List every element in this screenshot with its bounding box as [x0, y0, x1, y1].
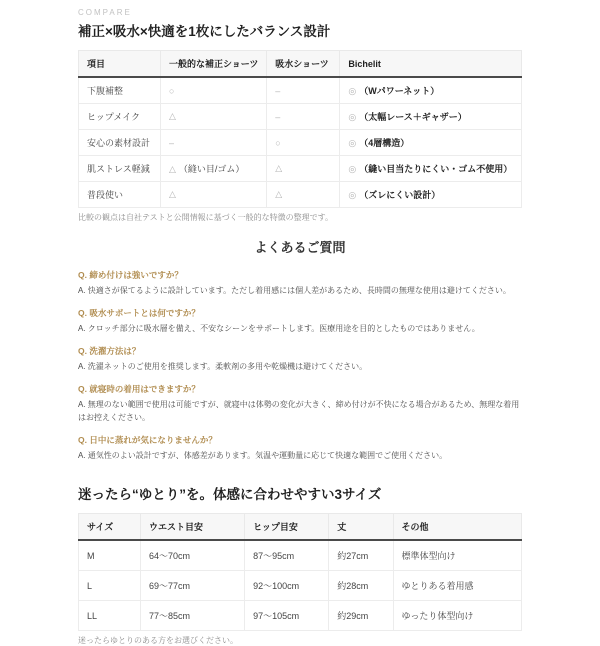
faq-item — [78, 434, 522, 462]
compare-item-label: 下腹補整 — [79, 77, 161, 104]
rating-triangle-icon: △ — [275, 163, 283, 173]
faq-answer: A. 無理のない範囲で使用は可能ですが、就寝中は体勢の変化が大きく、締め付けが不快になる場合があるため、無理な着用はお控えください。 — [78, 400, 520, 422]
faq-section — [78, 239, 522, 462]
compare-table-note: 比較の観点は自社テストと公開情報に基づく一般的な特徴の整理です。 — [78, 213, 334, 222]
rating-double-circle-icon: ◎ — [348, 112, 357, 122]
compare-section — [78, 8, 522, 223]
faq-item — [78, 383, 522, 424]
faq-item — [78, 269, 522, 297]
brand-feature-note: （縫い目当たりにくい・ゴム不使用） — [359, 164, 513, 174]
size-hip: 87〜95cm — [245, 540, 329, 571]
faq-question: Q. 就寝時の着用はできますか？ — [78, 384, 200, 394]
compare-item-label: ヒップメイク — [79, 104, 161, 130]
size-waist: 64〜70cm — [141, 540, 245, 571]
table-row — [79, 156, 522, 182]
compare-header-general: 一般的な補正ショーツ — [160, 51, 266, 78]
brand-feature-note: （4層構造） — [359, 138, 410, 148]
size-length: 約28cm — [329, 571, 393, 601]
size-waist: 69〜77cm — [141, 571, 245, 601]
table-row — [79, 601, 522, 631]
size-section — [78, 486, 522, 646]
rating-dash-icon: – — [275, 111, 281, 122]
faq-question: Q. 締め付けは強いですか？ — [78, 270, 183, 280]
compare-item-label: 肌ストレス軽減 — [79, 156, 161, 182]
size-header-row — [79, 514, 522, 541]
size-header-waist: ウエスト目安 — [141, 514, 245, 541]
size-other: ゆとりある着用感 — [393, 571, 522, 601]
faq-answer: A. クロッチ部分に吸水層を備え、不安なシーンをサポートします。医療用途を目的としたものではありません。 — [78, 324, 480, 333]
rating-triangle-icon: △ — [275, 189, 283, 199]
table-row — [79, 77, 522, 104]
brand-feature-note: （ズレにくい設計） — [359, 190, 441, 200]
size-header-length: 丈 — [329, 514, 393, 541]
compare-item-label: 普段使い — [79, 182, 161, 208]
faq-title: よくあるご質問 — [254, 240, 346, 255]
rating-double-circle-icon: ◎ — [348, 86, 357, 96]
size-header-size: サイズ — [79, 514, 141, 541]
size-hip: 92〜100cm — [245, 571, 329, 601]
compare-table — [78, 50, 522, 208]
rating-circle-icon: ○ — [168, 85, 175, 96]
size-table — [78, 513, 522, 631]
size-header-other: その他 — [393, 514, 522, 541]
size-hip: 97〜105cm — [245, 601, 329, 631]
faq-answer: A. 通気性のよい設計ですが、体感差があります。気温や運動量に応じて快適な範囲でご使用ください。 — [78, 451, 448, 460]
compare-header-absorbent: 吸水ショーツ — [267, 51, 340, 78]
faq-question: Q. 日中に蒸れが気になりませんか？ — [78, 435, 217, 445]
rating-double-circle-icon: ◎ — [348, 164, 357, 174]
size-waist: 77〜85cm — [141, 601, 245, 631]
compare-item-label: 安心の素材設計 — [79, 130, 161, 156]
compare-header-item: 項目 — [79, 51, 161, 78]
rating-dash-icon: – — [168, 137, 174, 148]
faq-item — [78, 307, 522, 335]
size-name: LL — [79, 601, 141, 631]
rating-note: （縫い目/ゴム） — [178, 164, 245, 174]
size-name: L — [79, 571, 141, 601]
table-row — [79, 130, 522, 156]
compare-header-brand: Bichelit — [340, 51, 522, 78]
rating-double-circle-icon: ◎ — [348, 190, 357, 200]
brand-feature-note: （太幅レース＋ギャザー） — [359, 112, 467, 122]
compare-eyebrow: COMPARE — [78, 8, 132, 17]
compare-title: 補正×吸水×快適を1枚にしたバランス設計 — [78, 24, 331, 39]
brand-feature-note: （Wパワーネット） — [359, 86, 440, 96]
size-other: 標準体型向け — [393, 540, 522, 571]
size-name: M — [79, 540, 141, 571]
rating-triangle-icon: △ — [168, 111, 176, 121]
faq-answer: A. 洗濯ネットのご使用を推奨します。柔軟剤の多用や乾燥機は避けてください。 — [78, 362, 368, 371]
faq-answer: A. 快適さが保てるように設計しています。ただし着用感には個人差があるため、長時間の無理な使用は避けてください。 — [78, 286, 511, 295]
table-row — [79, 182, 522, 208]
rating-triangle-icon: △ — [168, 189, 176, 199]
size-title: 迷ったら“ゆとり”を。体感に合わせやすい3サイズ — [78, 487, 382, 502]
size-header-hip: ヒップ目安 — [245, 514, 329, 541]
size-table-note: 迷ったらゆとりのある方をお選びください。 — [78, 636, 238, 645]
table-row — [79, 540, 522, 571]
size-length: 約27cm — [329, 540, 393, 571]
faq-question: Q. 吸水サポートとは何ですか？ — [78, 308, 200, 318]
compare-header-row — [79, 51, 522, 78]
table-row — [79, 571, 522, 601]
table-row — [79, 104, 522, 130]
faq-item — [78, 345, 522, 373]
rating-dash-icon: – — [275, 85, 281, 96]
size-other: ゆったり体型向け — [393, 601, 522, 631]
faq-question: Q. 洗濯方法は？ — [78, 346, 141, 356]
rating-double-circle-icon: ◎ — [348, 138, 357, 148]
size-length: 約29cm — [329, 601, 393, 631]
rating-circle-icon: ○ — [275, 137, 281, 148]
rating-triangle-icon: △ — [168, 164, 176, 174]
